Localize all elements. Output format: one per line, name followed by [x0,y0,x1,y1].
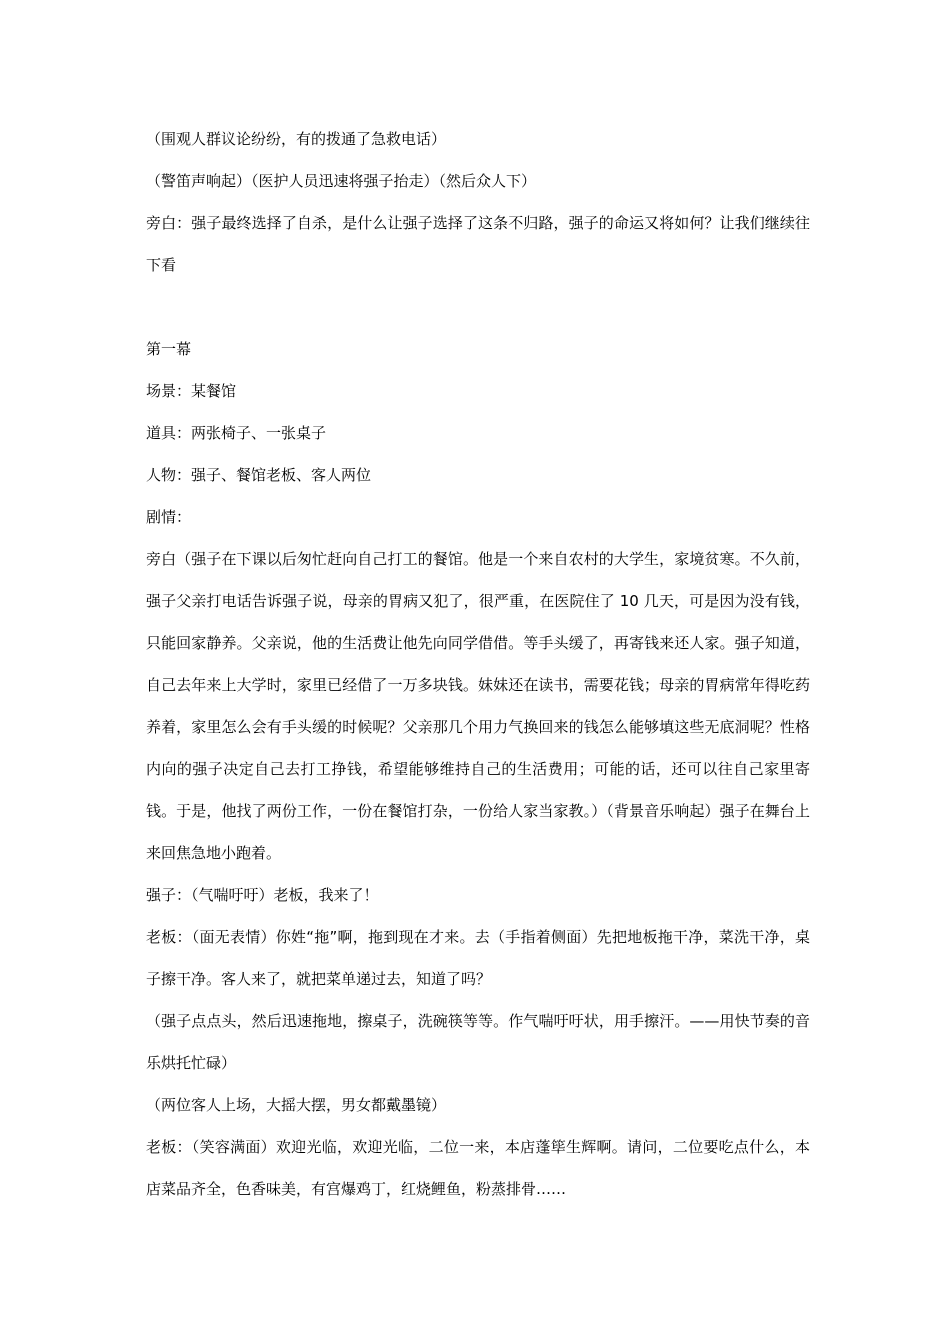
act-title: 第一幕 [146,340,192,358]
stage-direction-guests: （两位客人上场，大摇大摆，男女都戴墨镜） [146,1096,447,1114]
dialogue-qiangzi: 强子：（气喘吁吁）老板，我来了！ [146,886,379,904]
characters-line: 人物：强子、餐馆老板、客人两位 [146,466,372,484]
stage-direction-work: （强子点点头，然后迅速拖地，擦桌子，洗碗筷等等。作气喘吁吁状，用手擦汗。——用快节奏的音乐烘托忙碌） [146,1012,810,1072]
dialogue-boss-1: 老板：（面无表情）你姓“拖”啊，拖到现在才来。去（手指着侧面）先把地板拖干净，菜洗干净，桌子擦干净。客人来了，就把菜单递过去，知道了吗？ [146,928,810,988]
blank-line [146,286,810,328]
stage-direction-crowd: （围观人群议论纷纷，有的拨通了急救电话） [146,130,447,148]
props-line: 道具：两张椅子、一张桌子 [146,424,327,442]
dialogue-boss-2: 老板：（笑容满面）欢迎光临，欢迎光临，二位一来，本店蓬筚生辉啊。请问，二位要吃点什么，本店菜品齐全，色香味美，有宫爆鸡丁，红烧鲤鱼，粉蒸排骨…… [146,1138,810,1198]
stage-direction-siren: （警笛声响起）（医护人员迅速将强子抬走）（然后众人下） [146,172,537,190]
narration-intro: 旁白：强子最终选择了自杀，是什么让强子选择了这条不归路，强子的命运又将如何？让我们继续往下看 [146,214,810,274]
script-body [146,118,810,1210]
scene-line: 场景：某餐馆 [146,382,237,400]
narration-background: 旁白（强子在下课以后匆忙赶向自己打工的餐馆。他是一个来自农村的大学生，家境贫寒。不久前，强子父亲打电话告诉强子说，母亲的胃病又犯了，很严重，在医院住了 10 几天，可是因为没有钱，只能回家静养。父亲说，他的生活费让他先向同学借借。等手头缓了，再寄钱来还人家。强子知道，自己去年来上大学时，家里已经借了一万多块钱。妹妹还在读书，需要花钱；母亲的胃病常年得吃药养着，家里怎么会有手头缓的时候呢？父亲那几个用力气换回来的钱怎么能够填这些无底洞呢？性格内向的强子决定自己去打工挣钱，希望能够维持自己的生活费用；可能的话，还可以往自己家里寄钱。于是，他找了两份工作，一份在餐馆打杂，一份给人家当家教。）（背景音乐响起）强子在舞台上来回焦急地小跑着。 [146,550,810,862]
plot-label: 剧情： [146,508,192,526]
